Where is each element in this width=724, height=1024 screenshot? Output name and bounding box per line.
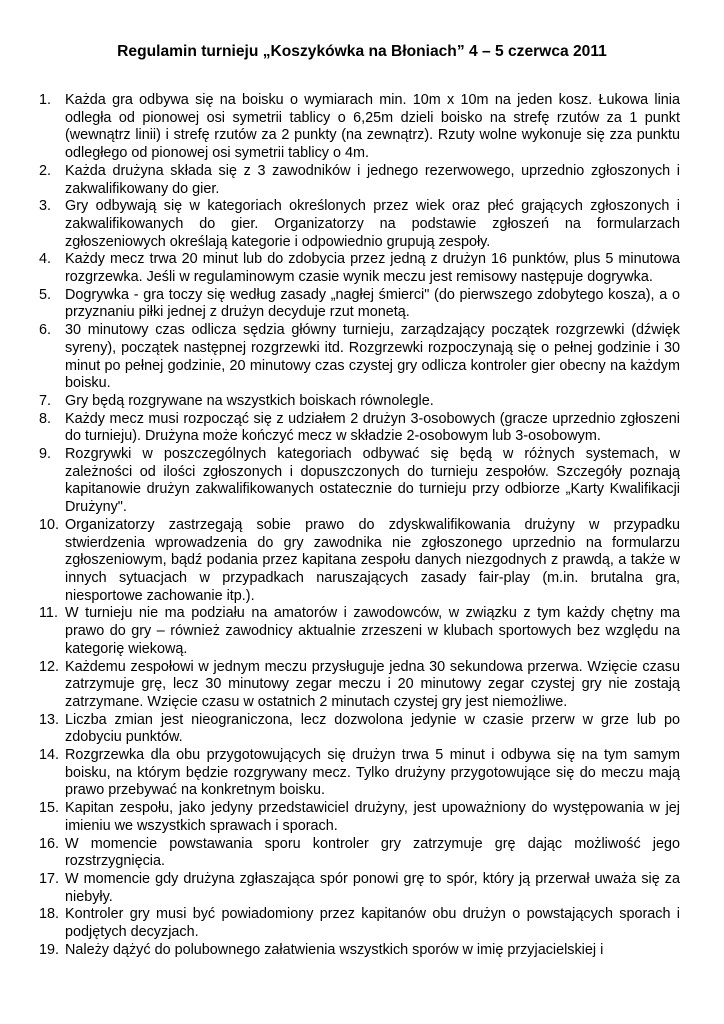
rule-text: W momencie gdy drużyna zgłaszająca spór ponowi grę to spór, który ją przerwał uważa się za niebyły. <box>65 870 680 905</box>
rule-number: 6. <box>39 322 52 339</box>
rule-number: 11. <box>39 605 58 622</box>
rule-number: 3. <box>39 198 52 215</box>
rule-number: 14. <box>39 747 60 764</box>
rule-item-11 <box>0 605 724 658</box>
rule-number: 2. <box>39 162 52 179</box>
rule-item-1 <box>0 92 724 163</box>
rule-text: Dogrywka - gra toczy się według zasady „nagłej śmierci" (do pierwszego zdobytego kosza), a o przyznaniu piłki jednej z drużyn decyduje rzut monetą. <box>65 286 680 321</box>
rule-text: Każda gra odbywa się na boisku o wymiarach min. 10m x 10m na jeden kosz. Łukowa linia odległa od pionowej osi symetrii tablicy o 6,25m dzieli boisko na strefę rzutów za 1 punkt (wewnątrz linii) i strefę rzutów za 2 punkty (na zewnątrz). Rzuty wolne wykonuje się zza punktu odległego od pionowej osi symetrii tablicy o 4m. <box>65 92 680 162</box>
rule-number: 8. <box>39 410 52 427</box>
rule-item-7 <box>0 393 724 411</box>
rule-number: 18. <box>39 906 60 923</box>
rule-number: 17. <box>39 870 60 887</box>
rule-item-4 <box>0 251 724 286</box>
rule-text: Każda drużyna składa się z 3 zawodników i jednego rezerwowego, uprzednio zgłoszonych i zakwalifikowany do gier. <box>65 162 680 197</box>
rule-item-6 <box>0 322 724 393</box>
document-title: Regulamin turnieju „Koszykówka na Błoniach” 4 – 5 czerwca 2011 <box>117 43 607 60</box>
rule-number: 5. <box>39 286 52 303</box>
rule-item-2 <box>0 163 724 198</box>
rule-number: 4. <box>39 251 52 268</box>
rule-item-5 <box>0 287 724 322</box>
rule-number: 13. <box>39 711 60 728</box>
rule-number: 19. <box>39 941 60 958</box>
rule-number: 7. <box>39 392 52 409</box>
rule-text: 30 minutowy czas odlicza sędzia główny turnieju, zarządzający początek rozgrzewki (dźwięk syreny), początek następnej rozgrzewki itd. Rozgrzewki rozpoczynają się o pełnej godzinie i 30 minut po pełnej godzinie, 20 minutowy czas czystej gry odlicza kontroler gier obecny na każdym boisku. <box>65 322 680 392</box>
rule-text: Kontroler gry musi być powiadomiony przez kapitanów obu drużyn o powstających sporach i podjętych decyzjach. <box>65 906 680 941</box>
rule-text: Gry odbywają się w kategoriach określonych przez wiek oraz płeć grających zgłoszonych i zakwalifikowanych do gier. Organizatorzy na podstawie zgłoszeń na formularzach zgłoszeniowych określają kategorie i odpowiednio grupują zespoły. <box>65 198 680 250</box>
rule-item-19 <box>0 942 724 960</box>
rule-item-9 <box>0 446 724 517</box>
rule-item-3 <box>0 198 724 251</box>
rule-item-10 <box>0 517 724 606</box>
rule-text: Należy dążyć do polubownego załatwienia wszystkich sporów w imię przyjacielskiej i <box>65 941 604 958</box>
rule-item-12 <box>0 659 724 712</box>
rule-item-14 <box>0 747 724 800</box>
rule-text: W momencie powstawania sporu kontroler gry zatrzymuje grę dając możliwość jego rozstrzygnięcia. <box>65 835 680 870</box>
rule-text: Kapitan zespołu, jako jedyny przedstawiciel drużyny, jest upoważniony do występowania w jej imieniu we wszystkich sprawach i sporach. <box>65 800 680 834</box>
rule-text: Gry będą rozgrywane na wszystkich boiskach równolegle. <box>65 392 434 409</box>
rule-text: Rozgrzewka dla obu przygotowujących się drużyn trwa 5 minut i odbywa się na tym samym boisku, na którym będzie rozgrywany mecz. Tylko drużyny przygotowujące się do meczu mają prawo przebywać na konkretnym boisku. <box>65 747 680 799</box>
rule-item-17 <box>0 871 724 906</box>
rule-number: 16. <box>39 835 60 852</box>
rule-text: Organizatorzy zastrzegają sobie prawo do zdyskwalifikowania drużyny w przypadku stwierdzenia wprowadzenia do gry zawodnika nie zgłoszonego uprzednio na formularzu zgłoszeniowym, bądź podania przez kapitana zespołu danych niezgodnych z prawdą, a także w innych sytuacjach w przypadkach naruszających zasady fair-play (m.in. brutalna gra, niesportowe zachowanie itp.). <box>65 516 680 604</box>
rule-number: 15. <box>39 800 60 817</box>
rule-text: Liczba zmian jest nieograniczona, lecz dozwolona jedynie w czasie przerw w grze lub po zdobyciu punktów. <box>65 711 680 746</box>
rule-text: Każdemu zespołowi w jednym meczu przysługuje jedna 30 sekundowa przerwa. Wzięcie czasu zatrzymuje grę, lecz 30 minutowy zegar meczu i 20 minutowy zegar czystej gry nie zostają zatrzymane. Wzięcie czasu w ostatnich 2 minutach czystej gry jest niemożliwe. <box>65 658 680 710</box>
rule-number: 1. <box>39 92 52 108</box>
rule-text: Każdy mecz trwa 20 minut lub do zdobycia przez jedną z drużyn 16 punktów, plus 5 minutowa rozgrzewka. Jeśli w regulaminowym czasie wynik meczu jest remisowy następuje dogrywka. <box>65 251 680 286</box>
rule-item-15 <box>0 800 724 835</box>
rule-number: 12. <box>39 658 60 675</box>
rule-item-16 <box>0 836 724 871</box>
rules-list <box>0 92 724 959</box>
rule-item-8 <box>0 411 724 446</box>
rule-text: Rozgrywki w poszczególnych kategoriach odbywać się będą w różnych systemach, w zależności od ilości zgłoszonych i dopuszczonych do turnieju zespołów. Szczegóły poznają kapitanowie drużyn zakwalifikowanych ostatecznie do turnieju przy odbiorze „Karty Kwalifikacji Drużyny". <box>65 446 680 516</box>
rule-item-13 <box>0 712 724 747</box>
rule-number: 9. <box>39 446 52 463</box>
rule-text: Każdy mecz musi rozpocząć się z udziałem 2 drużyn 3-osobowych (gracze uprzednio zgłoszeni do turnieju). Drużyna może kończyć mecz w składzie 2-osobowym lub 3-osobowym. <box>65 410 680 445</box>
rule-text: W turnieju nie ma podziału na amatorów i zawodowców, w związku z tym każdy chętny ma prawo do gry – również zawodnicy aktualnie zrzeszeni w klubach sportowych bez względu na kategorię wiekową. <box>65 605 680 657</box>
rule-item-18 <box>0 906 724 941</box>
rule-number: 10. <box>39 516 60 533</box>
